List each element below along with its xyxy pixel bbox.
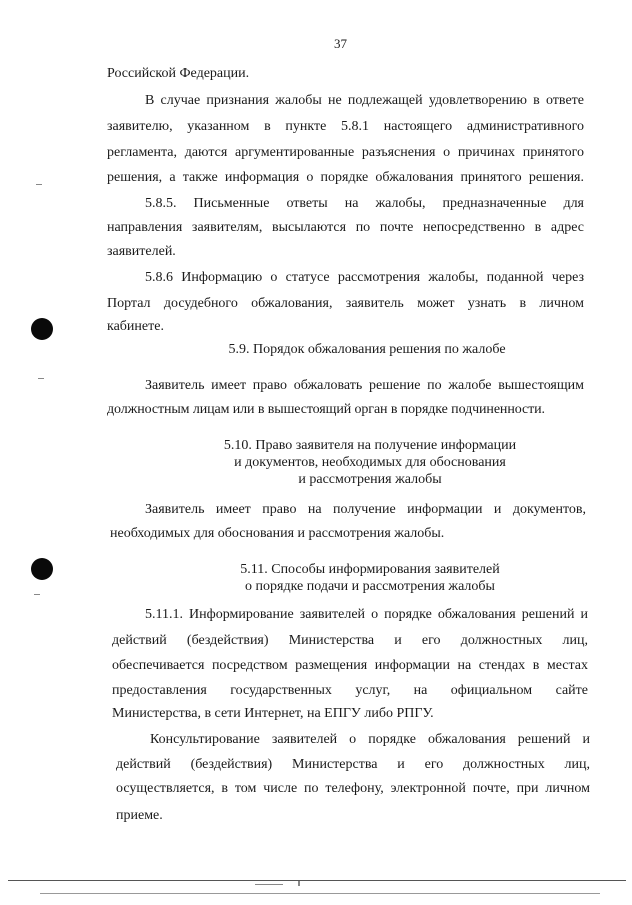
text-line: В случае признания жалобы не подлежащей удовлетворению в ответе [145, 93, 584, 108]
section-heading-5-9: 5.9. Порядок обжалования решения по жалобе [228, 342, 506, 357]
text-line: должностным лицам или в вышестоящий орган в порядке подчиненности. [107, 402, 545, 417]
text-line: обеспечивается посредством размещения информации на стендах в местах [112, 658, 588, 673]
text-line: Заявитель имеет право на получение информации и документов, [145, 502, 586, 517]
section-heading-5-11: о порядке подачи и рассмотрения жалобы [245, 579, 495, 594]
text-line: Российской Федерации. [107, 66, 250, 81]
text-line: решения, а также информация о порядке обжалования принятого решения. [107, 170, 584, 185]
text-line: заявителю, указанном в пункте 5.8.1 настоящего административного [107, 119, 584, 134]
text-line: предоставления государственных услуг, на официальном сайте [112, 683, 588, 698]
text-line: 5.8.6 Информацию о статусе рассмотрения жалобы, поданной через [145, 270, 584, 285]
text-line: кабинете. [107, 319, 164, 334]
footer-rule [8, 880, 626, 881]
text-line: 5.11.1. Информирование заявителей о порядке обжалования решений и [145, 607, 588, 622]
text-line: Заявитель имеет право обжаловать решение по жалобе вышестоящим [145, 378, 584, 393]
scan-speck [255, 884, 283, 885]
text-line: Министерства, в сети Интернет, на ЕПГУ либо РПГУ. [112, 706, 434, 721]
section-heading-5-11: 5.11. Способы информирования заявителей [240, 562, 500, 577]
punch-hole-bottom [31, 558, 53, 580]
section-heading-5-10: и документов, необходимых для обоснования [234, 455, 506, 470]
text-line: 5.8.5. Письменные ответы на жалобы, предназначенные для [145, 196, 584, 211]
text-line: Консультирование заявителей о порядке обжалования решений и [150, 732, 590, 747]
text-line: регламента, даются аргументированные разъяснения о причинах принятого [107, 145, 584, 160]
text-line: необходимых для обоснования и рассмотрения жалобы. [110, 526, 445, 541]
scan-speck [38, 378, 44, 379]
text-line: приеме. [116, 808, 163, 823]
text-line: направления заявителям, высылаются по почте непосредственно в адрес [107, 220, 584, 235]
scan-speck [36, 184, 42, 185]
text-line: Портал досудебного обжалования, заявитель может узнать в личном [107, 296, 584, 311]
section-heading-5-10: и рассмотрения жалобы [298, 472, 442, 487]
text-line: заявителей. [107, 244, 176, 259]
page-number: 37 [334, 36, 347, 51]
section-heading-5-10: 5.10. Право заявителя на получение информации [223, 438, 517, 453]
scan-speck [34, 594, 40, 595]
text-line: осуществляется, в том числе по телефону, электронной почте, при личном [116, 781, 590, 796]
text-line: действий (бездействия) Министерства и его должностных лиц, [116, 757, 590, 772]
scan-speck [298, 881, 300, 886]
punch-hole-top [31, 318, 53, 340]
footer-rule-lower [40, 893, 600, 894]
text-line: действий (бездействия) Министерства и его должностных лиц, [112, 633, 588, 648]
